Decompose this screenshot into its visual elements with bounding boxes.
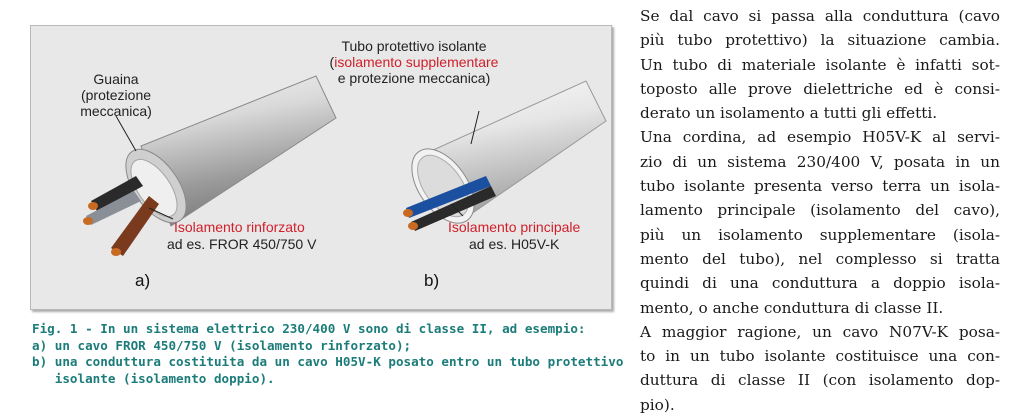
paragraph-line: zio di un sistema 230/400 V, posata in un — [640, 152, 1000, 171]
caption-line: isolante (isolamento doppio). — [32, 370, 275, 386]
paragraph-line: pio). — [640, 395, 675, 414]
sheath-label: Guaina (protezione meccanica) — [80, 71, 152, 119]
paragraph-line: più tubo protettivo) la situazione cambia. — [640, 31, 1000, 50]
paragraph-line: duttura di classe II (con isolamento dop- — [640, 371, 1000, 390]
caption-line: Fig. 1 - In un sistema elettrico 230/400 V sono di classe II, ad esempio: — [32, 321, 586, 336]
paragraph-line: A maggior ragione, un cavo N07V-K posa- — [640, 322, 1000, 341]
h05vk-example-label: ad es. H05V-K — [469, 236, 560, 252]
paragraph-line: Un tubo di materiale isolante è infatti sot- — [640, 55, 1000, 74]
paragraph-line: quindi di una conduttura a doppio isola- — [640, 274, 1000, 293]
caption-line: a) un cavo FROR 450/750 V (isolamento rinforzato); — [32, 337, 412, 353]
paragraph-line: to in un tubo isolante costituisce una con- — [640, 347, 1000, 366]
paragraph-line: più un isolamento supplementare (isola- — [640, 225, 1000, 244]
paragraph-line: toposto alle prove dielettriche ed è consi- — [640, 79, 1000, 98]
paragraph-line: Se dal cavo si passa alla conduttura (cavo — [640, 7, 1000, 25]
paragraph-line: lamento principale (isolamento del cavo), — [640, 201, 1000, 220]
principal-insulation-label: Isolamento principale — [448, 219, 581, 235]
reinforced-insulation-label: Isolamento rinforzato — [174, 219, 305, 235]
paragraph-line: mento del tubo), nel complesso si tratta — [640, 249, 1000, 268]
caption-line: b) una conduttura costituita da un cavo H05V-K posato entro un tubo protettivo — [32, 354, 624, 369]
tube-label: Tubo protettivo isolante (isolamento supplementare e protezione meccanica) — [329, 38, 499, 86]
paragraph-line: derato un isolamento a tutti gli effetti. — [640, 104, 938, 123]
paragraph-line: mento, o anche conduttura di classe II. — [640, 298, 944, 317]
figure-caption — [32, 321, 622, 387]
fror-example-label: ad es. FROR 450/750 V — [167, 236, 317, 252]
figure-box — [30, 25, 612, 310]
article-paragraph — [640, 4, 1000, 417]
paragraph-line: tubo isolante presenta verso terra un isola- — [640, 177, 1000, 196]
paragraph-line: Una cordina, ad esempio H05V-K al servi- — [640, 128, 1000, 147]
figure-letter-a: a) — [135, 271, 151, 290]
figure-letter-b: b) — [424, 271, 440, 290]
cable-b-drawing — [399, 81, 606, 234]
